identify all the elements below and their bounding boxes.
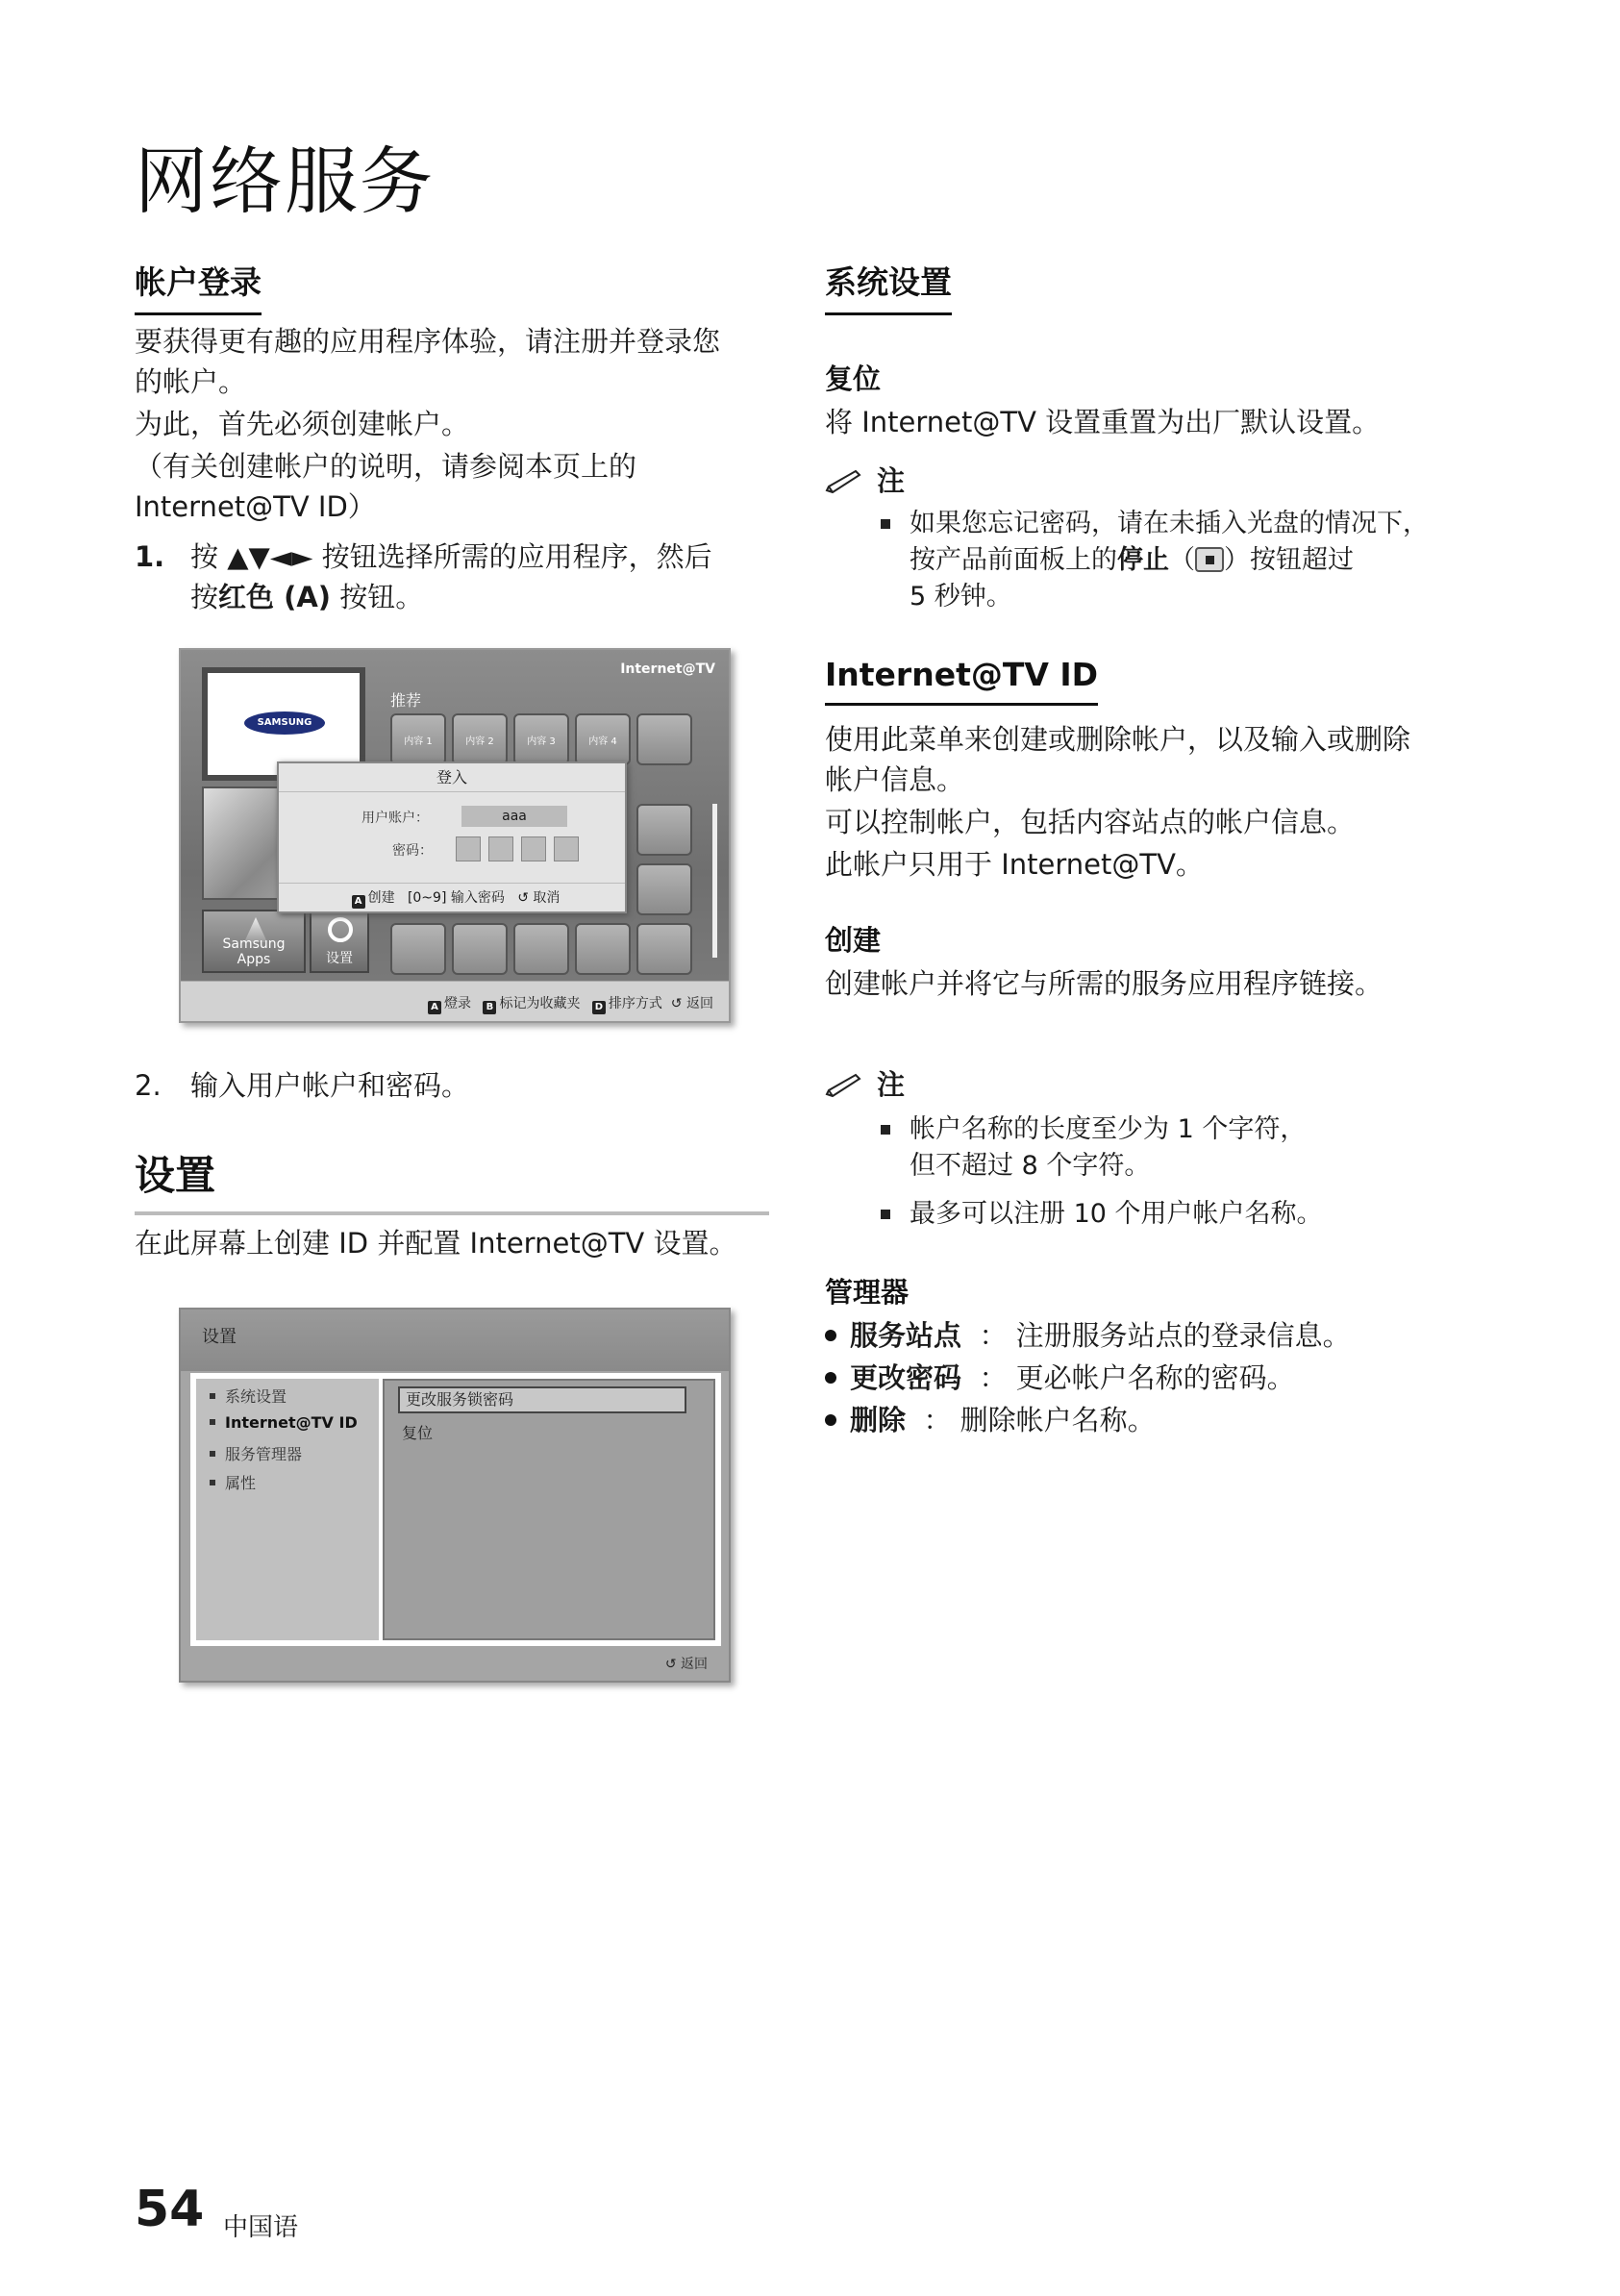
- system-note-item: [881, 506, 1496, 621]
- step-2-number: 2.: [135, 1069, 162, 1102]
- step-1-line-a: 按 ▲▼◄► 按钮选择所需的应用程序，然后: [190, 540, 712, 573]
- samsung-apps-label: Samsung Apps: [222, 936, 286, 967]
- bullet-change-password: [825, 1358, 1295, 1398]
- note-label: 注: [877, 1068, 906, 1101]
- step-1-line-b-pre: 按: [190, 581, 219, 613]
- internet-id-note-item-2: [881, 1196, 1496, 1235]
- account-login-p2: 为此，首先必须创建帐户。: [135, 408, 470, 440]
- step-2-text: 输入用户帐户和密码。: [190, 1069, 470, 1102]
- content-tile-3-label: 内容 3: [527, 736, 556, 747]
- stop-button-icon: [1195, 547, 1224, 572]
- menu-item-system-settings[interactable]: 系统设置: [210, 1385, 287, 1407]
- reset-desc: 将 Internet@TV 设置重置为出厂默认设置。: [825, 406, 1381, 438]
- internet-id-note-item-1: [881, 1111, 1496, 1188]
- settings-menu: [196, 1379, 379, 1640]
- password-digit-1[interactable]: [456, 836, 481, 861]
- settings-back[interactable]: 返回: [681, 1657, 708, 1672]
- content-tile-5[interactable]: [636, 713, 692, 765]
- internet-tv-id-heading: Internet@TV ID: [825, 656, 1098, 706]
- tv-recommended-label: 推荐: [390, 691, 422, 710]
- return-icon: ↺: [517, 890, 529, 906]
- settings-screenshot: [179, 1308, 731, 1683]
- bullet-desc: ： 注册服务站点的登录信息。: [979, 1319, 1351, 1352]
- password-digit-4[interactable]: [554, 836, 579, 861]
- internet-tv-screenshot: [179, 648, 731, 1023]
- password-digit-3[interactable]: [521, 836, 546, 861]
- app-tile[interactable]: [636, 923, 692, 975]
- tv-brand: Internet@TV: [620, 661, 715, 677]
- content-tile-1-label: 内容 1: [404, 736, 433, 747]
- dialog-create-label[interactable]: 创建: [367, 890, 395, 906]
- content-tile-4-label: 内容 4: [588, 736, 617, 747]
- system-note-text: [910, 506, 1506, 615]
- system-note-line-b-pre: 按产品前面板上的: [910, 545, 1117, 575]
- system-note: [825, 460, 905, 499]
- create-heading: 创建: [825, 924, 882, 957]
- bullet-term: 删除: [850, 1404, 907, 1436]
- pencil-icon: [825, 1073, 863, 1098]
- menu-item-internet-tv-id[interactable]: Internet@TV ID: [210, 1413, 358, 1432]
- square-bullet-icon: [881, 519, 890, 529]
- menu-item-properties[interactable]: 属性: [210, 1471, 256, 1493]
- bullet-desc: ： 更必帐户名称的密码。: [979, 1361, 1295, 1394]
- app-tile[interactable]: [636, 804, 692, 856]
- create-desc: 创建帐户并将它与所需的服务应用程序链接。: [825, 967, 1383, 1000]
- account-login-p1a: 要获得更有趣的应用程序体验，请注册并登录您: [135, 325, 721, 358]
- dialog-cancel-label[interactable]: 取消: [533, 890, 561, 906]
- settings-label: 设置: [326, 951, 353, 966]
- settings-screen-footer: [665, 1654, 708, 1673]
- page-number: 54: [135, 2181, 205, 2238]
- step-1-text: [190, 537, 777, 617]
- system-settings-heading: 系统设置: [825, 258, 952, 315]
- option-reset[interactable]: 复位: [402, 1424, 434, 1442]
- system-note-line-b-post: ）按钮超过: [1224, 545, 1354, 575]
- internet-id-p3: 此帐户只用于 Internet@TV。: [825, 848, 1204, 881]
- settings-heading: 设置: [135, 1144, 769, 1215]
- app-tile[interactable]: [390, 923, 446, 975]
- footer-sort[interactable]: 排序方式: [608, 996, 662, 1011]
- login-dialog-title: 登入: [279, 763, 625, 792]
- settings-options-panel: [383, 1379, 715, 1640]
- account-login-p3b: Internet@TV ID）: [135, 490, 376, 523]
- settings-button[interactable]: [310, 910, 369, 973]
- note-label: 注: [877, 464, 906, 497]
- square-bullet-icon: [881, 1210, 890, 1219]
- internet-id-p1a: 使用此菜单来创建或删除帐户，以及输入或删除: [825, 723, 1411, 756]
- a-key-icon: A: [352, 895, 365, 909]
- reset-heading: 复位: [825, 362, 882, 395]
- app-tile[interactable]: [452, 923, 508, 975]
- step-1-number: 1.: [135, 540, 165, 573]
- gear-icon: [328, 917, 353, 942]
- page-title: 网络服务: [135, 138, 435, 224]
- system-note-line-c: 5 秒钟。: [910, 582, 1012, 611]
- internet-id-note-1-line-b: 但不超过 8 个字符。: [910, 1151, 1151, 1181]
- bullet-service-site: [825, 1315, 1351, 1356]
- footer-favorite[interactable]: 标记为收藏夹: [499, 996, 581, 1011]
- password-digit-2[interactable]: [488, 836, 513, 861]
- bullet-dot-icon: [825, 1414, 836, 1426]
- step-1-line-b-post: 按钮。: [331, 581, 424, 613]
- option-change-lock-password[interactable]: 更改服务锁密码: [398, 1386, 686, 1413]
- system-note-paren: （: [1169, 545, 1195, 575]
- bullet-term: 服务站点: [850, 1319, 962, 1352]
- settings-screen-header: [181, 1310, 729, 1371]
- internet-id-p1b: 帐户信息。: [825, 763, 965, 796]
- manager-heading: 管理器: [825, 1276, 910, 1309]
- app-tile[interactable]: [636, 863, 692, 915]
- bullet-term: 更改密码: [850, 1361, 962, 1394]
- bullet-dot-icon: [825, 1330, 836, 1341]
- content-tile-4[interactable]: [575, 713, 631, 765]
- bullet-delete: [825, 1400, 1156, 1440]
- square-bullet-icon: [881, 1125, 890, 1135]
- user-account-label: 用户账户：: [361, 811, 429, 826]
- internet-id-note-1-line-a: 帐户名称的长度至少为 1 个字符，: [910, 1114, 1307, 1144]
- app-tile[interactable]: [513, 923, 569, 975]
- content-tile-2[interactable]: [452, 713, 508, 765]
- password-label: 密码：: [392, 843, 433, 859]
- dialog-input-label: [0~9] 输入密码: [407, 890, 505, 906]
- settings-desc: 在此屏幕上创建 ID 并配置 Internet@TV 设置。: [135, 1227, 737, 1260]
- content-tile-2-label: 内容 2: [465, 736, 494, 747]
- system-note-line-a: 如果您忘记密码，请在未插入光盘的情况下，: [910, 509, 1429, 538]
- b-key-icon: B: [483, 1001, 496, 1014]
- red-a-button-label: 红色 (A): [218, 581, 332, 613]
- footer-login[interactable]: 燈录: [444, 996, 471, 1011]
- internet-id-p2: 可以控制帐户，包括内容站点的帐户信息。: [825, 806, 1356, 838]
- app-tile[interactable]: [575, 923, 631, 975]
- bullet-dot-icon: [825, 1372, 836, 1384]
- step-2: [135, 1065, 779, 1108]
- login-dialog: [277, 761, 627, 913]
- page-language: 中国语: [223, 2213, 299, 2242]
- account-login-heading: 帐户登录: [135, 258, 262, 315]
- samsung-logo: SAMSUNG: [244, 711, 325, 735]
- return-icon: ↺: [664, 1657, 677, 1672]
- account-login-p1b: 的帐户。: [135, 365, 247, 398]
- content-tile-3[interactable]: [513, 713, 569, 765]
- internet-id-note: [825, 1063, 905, 1103]
- a-key-icon: A: [428, 1001, 441, 1014]
- tv-scrollbar[interactable]: [712, 804, 717, 958]
- samsung-apps-button[interactable]: [202, 910, 306, 973]
- tv-footer-bar: [181, 981, 729, 1021]
- menu-item-service-manager[interactable]: 服务管理器: [210, 1442, 302, 1464]
- bullet-desc: ： 删除帐户名称。: [923, 1404, 1156, 1436]
- content-tile-1[interactable]: [390, 713, 446, 765]
- internet-id-note-1-text: [910, 1111, 1506, 1185]
- settings-screen-title: 设置: [202, 1327, 237, 1347]
- return-icon: ↺: [666, 996, 683, 1011]
- login-dialog-footer: [279, 883, 625, 911]
- stop-label: 停止: [1117, 545, 1169, 575]
- pencil-icon: [825, 469, 863, 494]
- footer-back[interactable]: 返回: [686, 996, 713, 1011]
- user-account-field[interactable]: aaa: [461, 806, 567, 827]
- account-login-p3a: （有关创建帐户的说明，请参阅本页上的: [135, 450, 637, 483]
- internet-id-note-2-text: 最多可以注册 10 个用户帐户名称。: [910, 1199, 1323, 1229]
- step-1: [135, 537, 779, 623]
- d-key-icon: D: [592, 1001, 606, 1014]
